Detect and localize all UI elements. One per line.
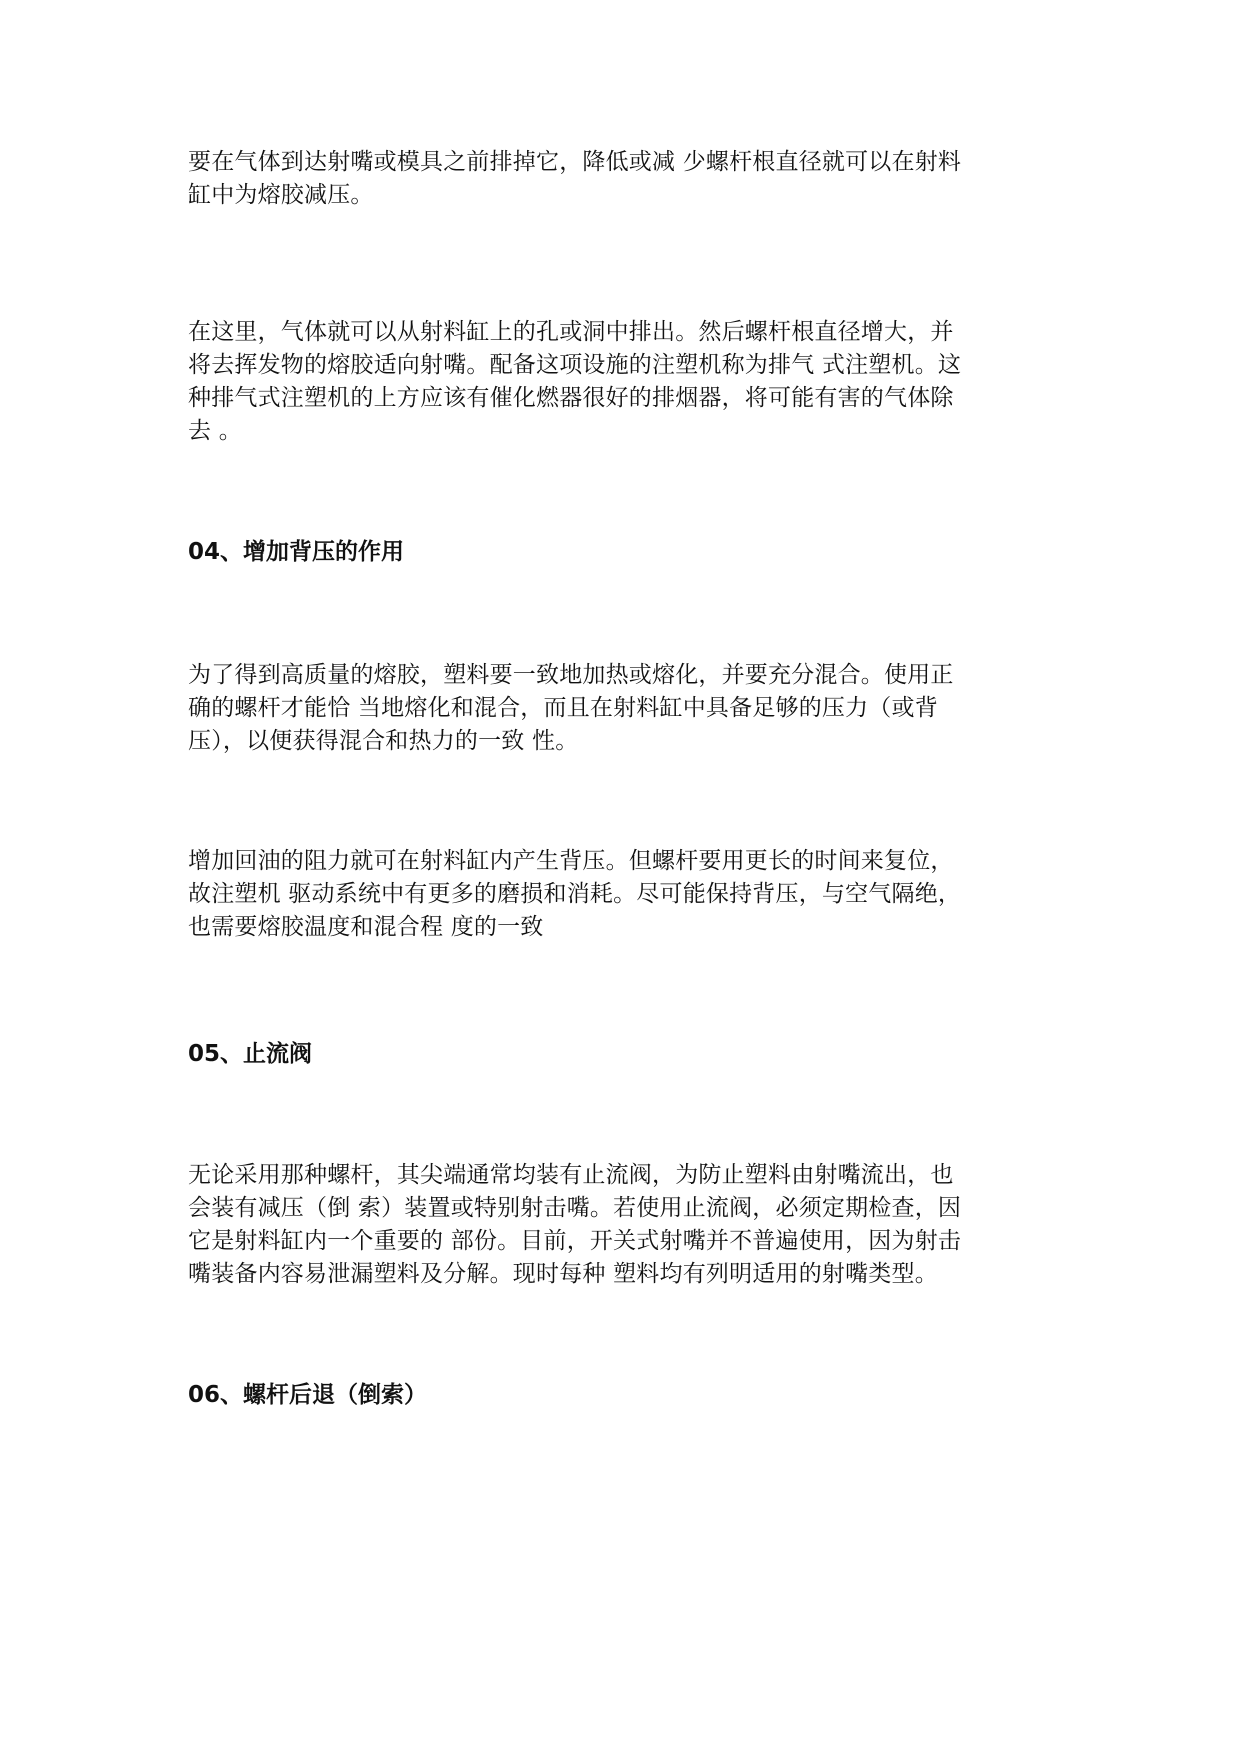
text-line: 确的螺杆才能恰 当地熔化和混合，而且在射料缸中具备足够的压力（或背 (188, 695, 938, 721)
paragraph-back-pressure (188, 845, 1058, 944)
section-heading-05: 05、止流阀 (188, 1041, 313, 1067)
text-line: 它是射料缸内一个重要的 部份。目前，开关式射嘴并不普遍使用，因为射击 (188, 1228, 962, 1254)
text-line: 缸中为熔胶减压。 (188, 182, 374, 208)
section-heading-04: 04、增加背压的作用 (188, 539, 405, 565)
text-line: 会装有减压（倒 索）装置或特别射击嘴。若使用止流阀，必须定期检查，因 (188, 1195, 962, 1221)
text-line: 种排气式注塑机的上方应该有催化燃器很好的排烟器，将可能有害的气体除 (188, 385, 954, 411)
text-line: 嘴装备内容易泄漏塑料及分解。现时每种 塑料均有列明适用的射嘴类型。 (188, 1261, 938, 1287)
text-line: 为了得到高质量的熔胶，塑料要一致地加热或熔化，并要充分混合。使用正 (188, 662, 954, 688)
text-line: 无论采用那种螺杆，其尖端通常均装有止流阀，为防止塑料由射嘴流出，也 (188, 1162, 954, 1188)
text-line: 增加回油的阻力就可在射料缸内产生背压。但螺杆要用更长的时间来复位， (188, 848, 954, 874)
paragraph-melt-quality (188, 659, 1058, 758)
paragraph-vented-machine (188, 316, 1058, 448)
paragraph-check-valve (188, 1159, 1058, 1291)
paragraph-degassing-intro (188, 146, 1058, 212)
section-heading-06: 06、螺杆后退（倒索） (188, 1382, 428, 1408)
text-line: 要在气体到达射嘴或模具之前排掉它，降低或减 少螺杆根直径就可以在射料 (188, 149, 962, 175)
text-line: 将去挥发物的熔胶适向射嘴。配备这项设施的注塑机称为排气 式注塑机。这 (188, 352, 962, 378)
text-line: 也需要熔胶温度和混合程 度的一致 (188, 914, 544, 940)
text-line: 故注塑机 驱动系统中有更多的磨损和消耗。尽可能保持背压，与空气隔绝， (188, 881, 962, 907)
text-line: 压），以便获得混合和热力的一致 性。 (188, 728, 579, 754)
text-line: 在这里，气体就可以从射料缸上的孔或洞中排出。然后螺杆根直径增大，并 (188, 319, 954, 345)
text-line: 去 。 (188, 418, 242, 444)
